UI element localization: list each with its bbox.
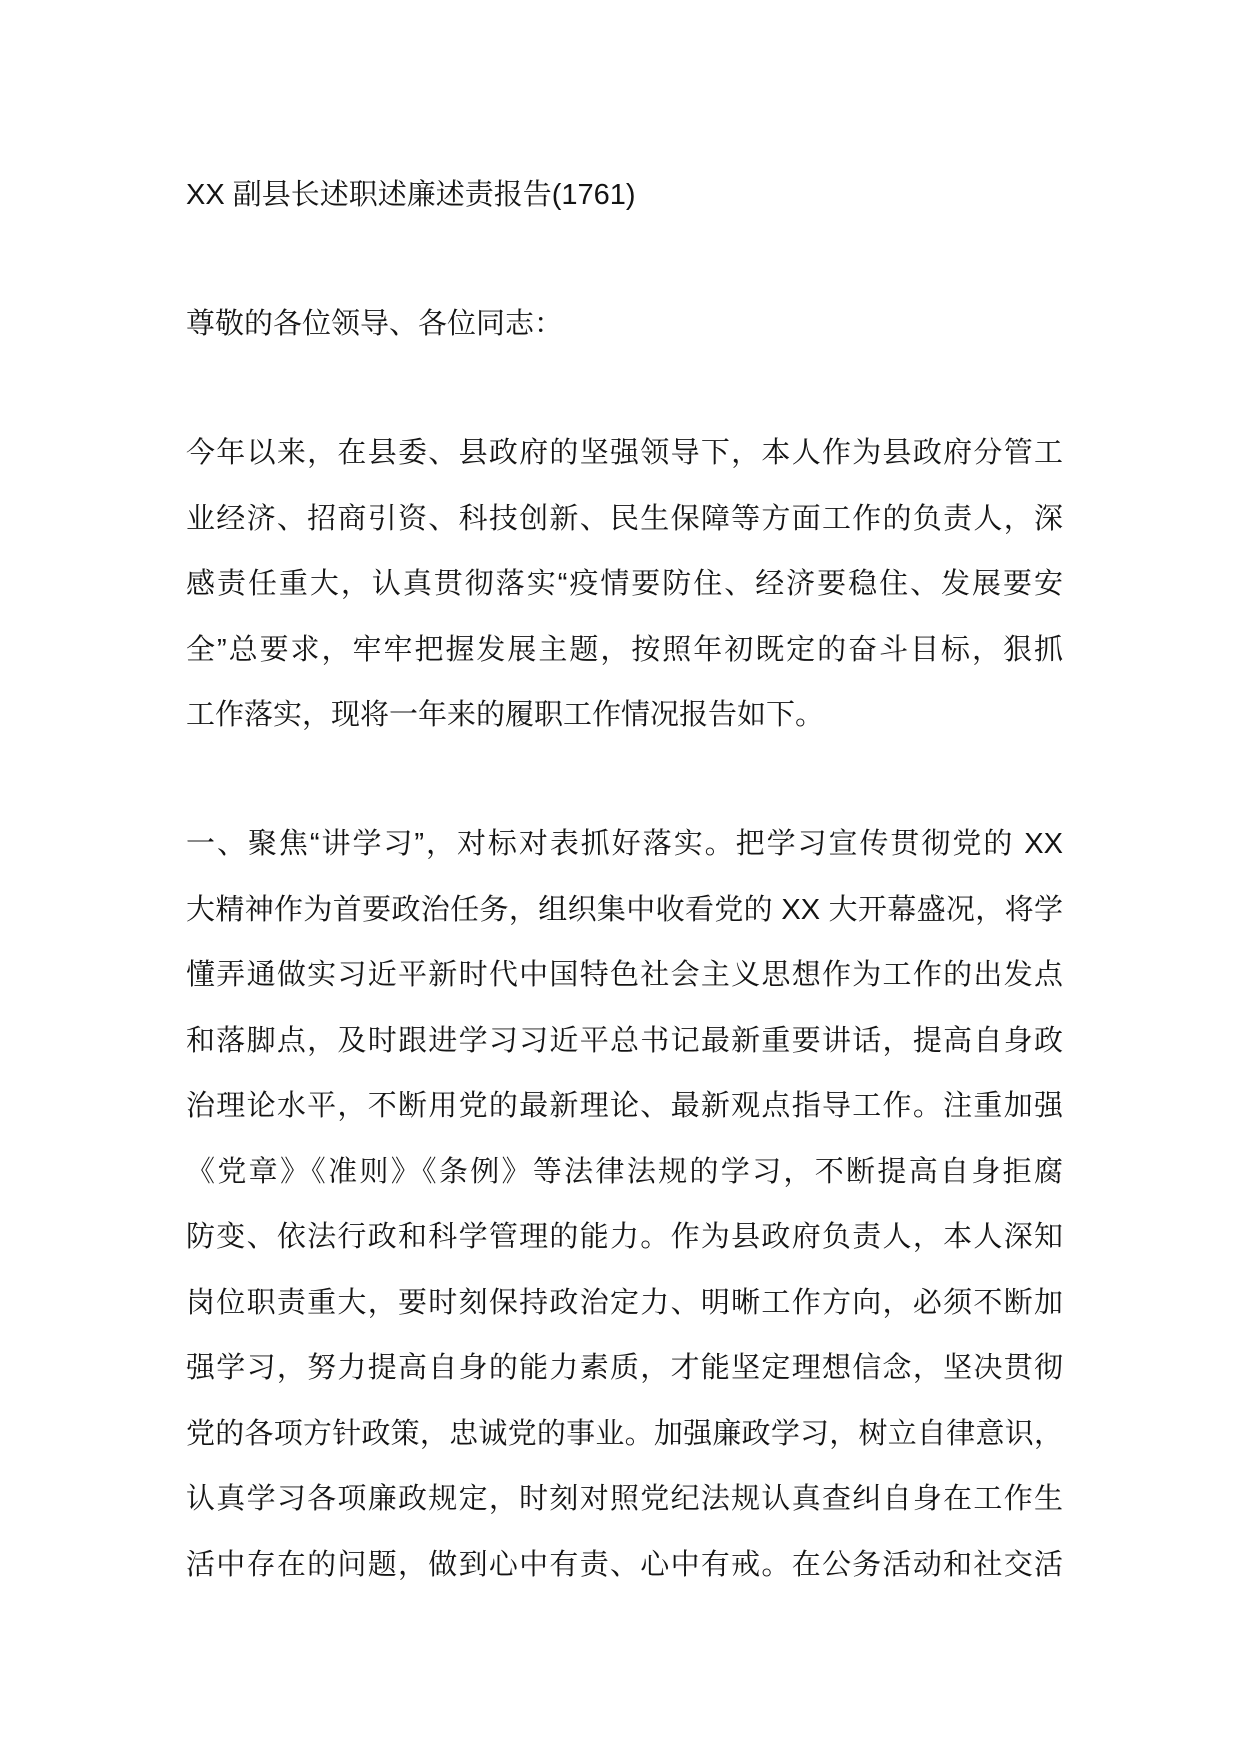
text-line: 强学习，努力提高自身的能力素质，才能坚定理想信念，坚决贯彻 [186,1352,1063,1384]
document-content [186,163,1063,1598]
document-paragraphs [186,421,1063,1598]
text-line: 工作落实，现将一年来的履职工作情况报告如下。 [186,699,825,731]
text-line: 党的各项方针政策，忠诚党的事业。加强廉政学习，树立自律意识， [186,1417,1063,1450]
paragraph [186,421,1063,749]
paragraph [186,812,1063,1598]
text-line: 大精神作为首要政治任务，组织集中收看党的 XX 大开幕盛况，将学 [186,893,1063,926]
text-line: 认真学习各项廉政规定，时刻对照党纪法规认真查纠自身在工作生 [186,1483,1063,1515]
text-line: 岗位职责重大，要时刻保持政治定力、明晰工作方向，必须不断加 [186,1286,1063,1319]
text-line: 全”总要求，牢牢把握发展主题，按照年初既定的奋斗目标，狠抓 [186,633,1063,666]
text-line: 一、聚焦“讲学习”，对标对表抓好落实。把学习宣传贯彻党的 XX [186,828,1063,860]
text-line: 活中存在的问题，做到心中有责、心中有戒。在公务活动和社交活 [186,1548,1063,1581]
text-line: 懂弄通做实习近平新时代中国特色社会主义思想作为工作的出发点 [186,959,1063,991]
text-line: 感责任重大，认真贯彻落实“疫情要防住、经济要稳住、发展要安 [186,568,1063,600]
text-line: 《党章》《准则》《条例》等法律法规的学习，不断提高自身拒腐 [186,1155,1063,1188]
text-line: 防变、依法行政和科学管理的能力。作为县政府负责人，本人深知 [186,1221,1063,1253]
text-line: 和落脚点，及时跟进学习习近平总书记最新重要讲话，提高自身政 [186,1024,1063,1057]
document-greeting: 尊敬的各位领导、各位同志： [186,308,564,340]
text-line: 今年以来，在县委、县政府的坚强领导下，本人作为县政府分管工 [186,437,1063,469]
text-line: 治理论水平，不断用党的最新理论、最新观点指导工作。注重加强 [186,1090,1063,1122]
document-title: XX 副县长述职述廉述责报告(1761) [186,179,636,211]
text-line: 业经济、招商引资、科技创新、民生保障等方面工作的负责人，深 [186,502,1063,535]
